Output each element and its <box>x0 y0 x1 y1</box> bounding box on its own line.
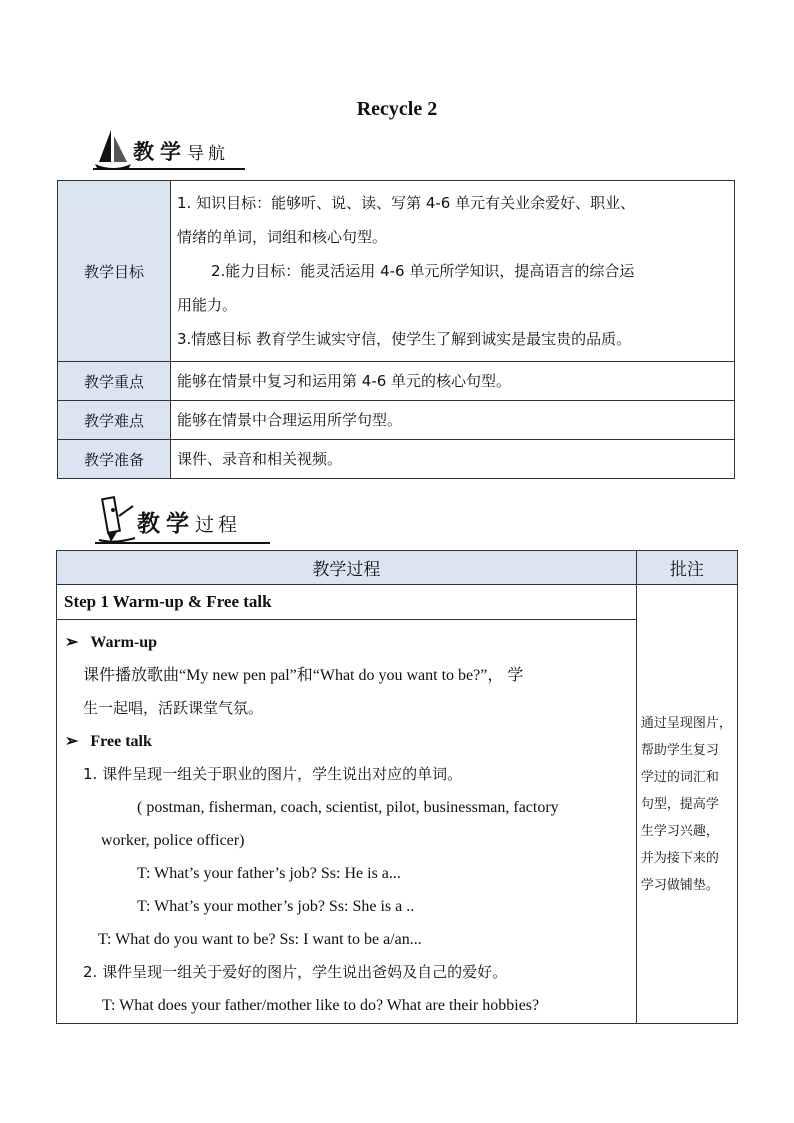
table-row <box>57 620 738 1024</box>
table-row <box>58 181 735 362</box>
banner-label-b: 过程 <box>195 514 242 536</box>
note-line: 句型，提高学 <box>640 796 719 812</box>
page-title: Recycle 2 <box>356 98 438 120</box>
arrow-bullet-icon: ➢ <box>65 733 79 750</box>
note-line: 并为接下来的 <box>640 850 719 866</box>
freetalk-line: worker, police officer) <box>101 832 245 849</box>
header-note: 批注 <box>636 551 737 585</box>
sailboat-icon <box>93 128 133 170</box>
pencil-figure-icon <box>95 494 137 544</box>
freetalk-line: T: What does your father/mother like to do? What are their hobbies? <box>102 997 540 1014</box>
row-head-preparation: 教学准备 <box>58 440 171 479</box>
row-head-goals: 教学目标 <box>58 181 171 362</box>
table-row <box>58 362 735 401</box>
goals-content <box>171 181 735 362</box>
freetalk-line: T: What’s your father’s job? Ss: He is a... <box>137 865 401 882</box>
teaching-goals-table <box>57 180 735 479</box>
note-line: 学习做铺垫。 <box>640 877 719 893</box>
note-line: 帮助学生复习 <box>640 742 719 758</box>
note-line: 通过呈现图片， <box>640 715 732 731</box>
goal-line-5: 3.情感目标 教育学生诚实守信，使学生了解到诚实是最宝贵的品质。 <box>177 330 632 348</box>
warmup-line: 课件播放歌曲“My new pen pal”和“What do you want to be?”， 学 <box>83 667 524 684</box>
goal-line-2: 情绪的单词，词组和核心句型。 <box>177 228 388 246</box>
warmup-line: 生一起唱，活跃课堂气氛。 <box>83 699 264 717</box>
step-1-content <box>57 620 637 1024</box>
step-1-heading: Step 1 Warm-up & Free talk <box>57 585 637 620</box>
note-line: 生学习兴趣， <box>640 823 719 839</box>
note-line: 学过的词汇和 <box>640 769 719 785</box>
table-row <box>57 585 738 620</box>
freetalk-line: T: What’s your mother’s job? Ss: She is a .. <box>137 898 415 915</box>
note-cell <box>636 585 737 1024</box>
row-head-key-points: 教学重点 <box>58 362 171 401</box>
freetalk-line: T: What do you want to be? Ss: I want to be a/an... <box>98 931 422 948</box>
header-process: 教学过程 <box>57 551 637 585</box>
table-row <box>58 440 735 479</box>
key-points-text: 能够在情景中复习和运用第 4-6 单元的核心句型。 <box>171 362 735 401</box>
preparation-text: 课件、录音和相关视频。 <box>171 440 735 479</box>
goal-line-3: 2.能力目标：能灵活运用 4-6 单元所学知识，提高语言的综合运 <box>211 262 635 280</box>
goal-line-4: 用能力。 <box>177 296 238 314</box>
section-banner-teaching-process <box>95 494 270 544</box>
banner-label-a: 教学 <box>133 140 187 164</box>
banner-underline <box>93 168 245 170</box>
freetalk-line: ( postman, fisherman, coach, scientist, pilot, businessman, factory <box>137 799 559 816</box>
banner-label-b: 导航 <box>187 144 229 164</box>
arrow-bullet-icon: ➢ <box>65 634 79 651</box>
freetalk-heading: ➢ Free talk <box>65 733 152 750</box>
row-head-difficulties: 教学难点 <box>58 401 171 440</box>
table-row <box>57 551 738 585</box>
table-row <box>58 401 735 440</box>
warmup-heading: ➢ Warm-up <box>65 634 158 651</box>
difficulties-text: 能够在情景中合理运用所学句型。 <box>171 401 735 440</box>
section-banner-teaching-guide <box>93 128 245 170</box>
banner-underline <box>95 542 270 544</box>
freetalk-line: 1. 课件呈现一组关于职业的图片，学生说出对应的单词。 <box>83 765 463 783</box>
banner-label-a: 教学 <box>137 511 195 537</box>
teaching-process-table <box>56 550 738 1024</box>
freetalk-line: 2. 课件呈现一组关于爱好的图片，学生说出爸妈及自己的爱好。 <box>83 963 508 981</box>
goal-line-1: 1. 知识目标：能够听、说、读、写第 4-6 单元有关业余爱好、职业、 <box>177 194 636 212</box>
